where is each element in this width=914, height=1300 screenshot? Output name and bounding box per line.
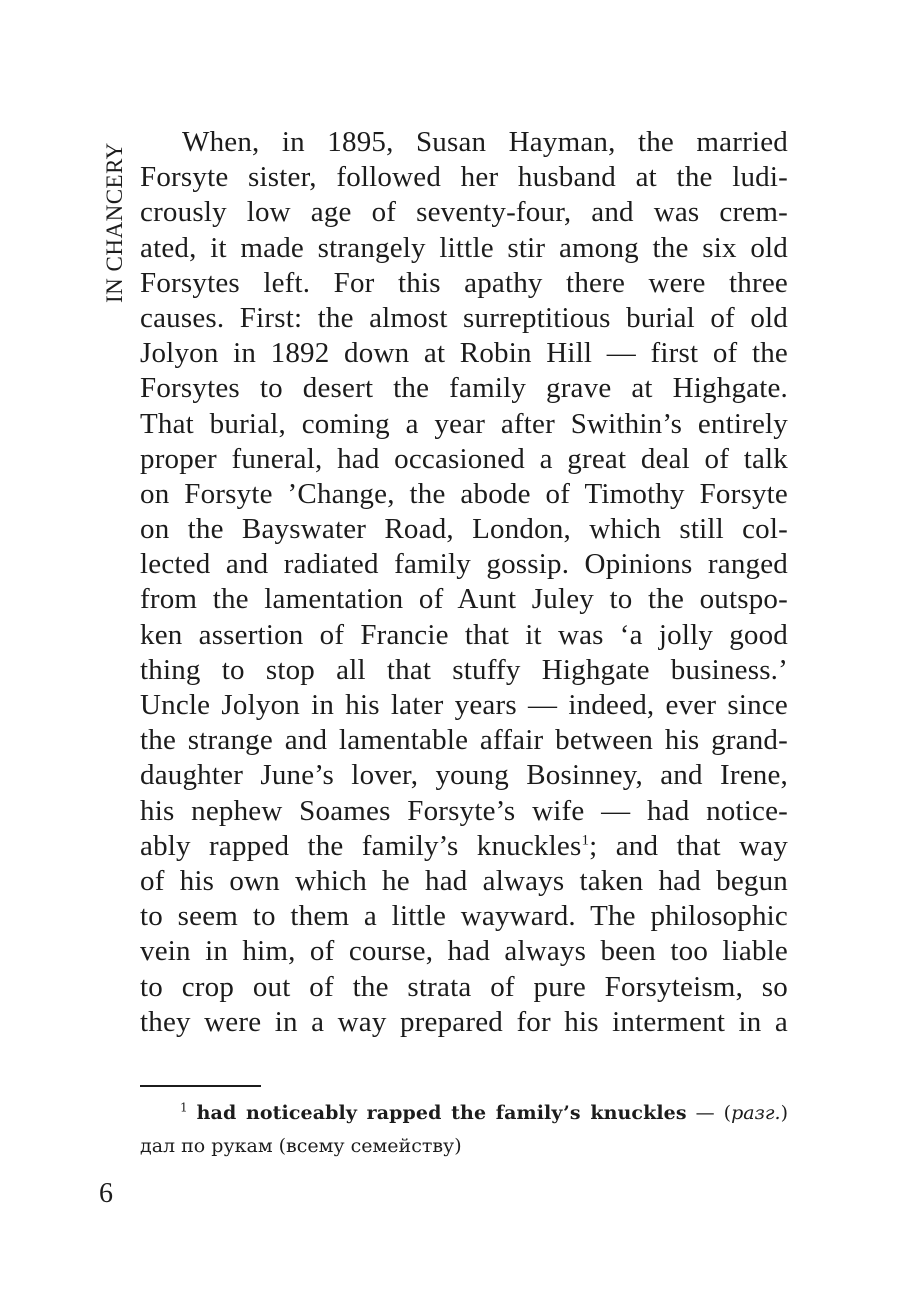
page-number: 6: [99, 1178, 113, 1209]
footnote-label-open: (: [723, 1102, 732, 1124]
footnote-reference[interactable]: 1: [581, 832, 590, 849]
footnote-term: had noticeably rapped the family’s knuckles: [196, 1102, 687, 1124]
text-line: his nephew Soames Forsyte’s wife — had notice-: [140, 794, 788, 827]
footnote-divider: [140, 1085, 261, 1087]
text-segment: ; and that way: [589, 829, 788, 862]
text-line: proper funeral, had occasioned a great deal of talk: [140, 442, 788, 475]
text-line: Forsytes left. For this apathy there were three: [140, 266, 788, 299]
footnote-usage-label: разг.: [731, 1102, 781, 1124]
main-text: [140, 125, 788, 1040]
text-line: Forsytes to desert the family grave at Highgate.: [140, 372, 788, 405]
text-line: the strange and lamentable affair between his grand-: [140, 724, 788, 757]
running-head-text: IN CHANCERY: [102, 142, 127, 303]
text-line: causes. First: the almost surreptitious burial of old: [140, 301, 788, 334]
text-line: daughter June’s lover, young Bosinney, and Irene,: [140, 759, 788, 792]
text-line: ated, it made strangely little stir among the six old: [140, 231, 788, 264]
text-line: Uncle Jolyon in his later years — indeed, ever since: [140, 689, 788, 721]
footnote-line: [140, 1097, 788, 1130]
text-line: lected and radiated family gossip. Opinions ranged: [140, 548, 788, 581]
footnote-number: 1: [180, 1100, 188, 1115]
text-line: on the Bayswater Road, London, which still col-: [140, 513, 788, 546]
text-line: they were in a way prepared for his interment in a: [140, 1005, 788, 1038]
text-line: ken assertion of Francie that it was ‘a jolly good: [140, 618, 788, 651]
text-line: to seem to them a little wayward. The philosophic: [140, 900, 788, 933]
text-line: thing to stop all that stuffy Highgate business.’: [140, 653, 788, 686]
text-line: to crop out of the strata of pure Forsyteism, so: [140, 970, 788, 1003]
text-line: When, in 1895, Susan Hayman, the married: [182, 126, 788, 158]
text-line: That burial, coming a year after Swithin’s entirely: [140, 407, 788, 440]
text-line: Jolyon in 1892 down at Robin Hill — first of the: [140, 337, 788, 370]
text-line-with-footnote-ref: [140, 829, 788, 864]
footnote-translation: дал по рукам (всему семейству): [140, 1135, 462, 1157]
footnote: [140, 1097, 788, 1163]
text-segment: ably rapped the family’s knuckles: [140, 829, 582, 862]
text-line: on Forsyte ’Change, the abode of Timothy Forsyte: [140, 477, 788, 510]
running-head: [98, 133, 132, 303]
text-line: Forsyte sister, followed her husband at the ludi-: [140, 161, 788, 194]
text-line: of his own which he had always taken had begun: [140, 864, 788, 897]
footnote-label-close: ): [780, 1102, 788, 1124]
text-line: vein in him, of course, had always been too liable: [140, 935, 788, 968]
text-line: from the lamentation of Aunt Juley to the outspo-: [140, 583, 788, 616]
text-line: crously low age of seventy-four, and was crem-: [140, 196, 788, 229]
footnote-dash: —: [695, 1102, 715, 1124]
